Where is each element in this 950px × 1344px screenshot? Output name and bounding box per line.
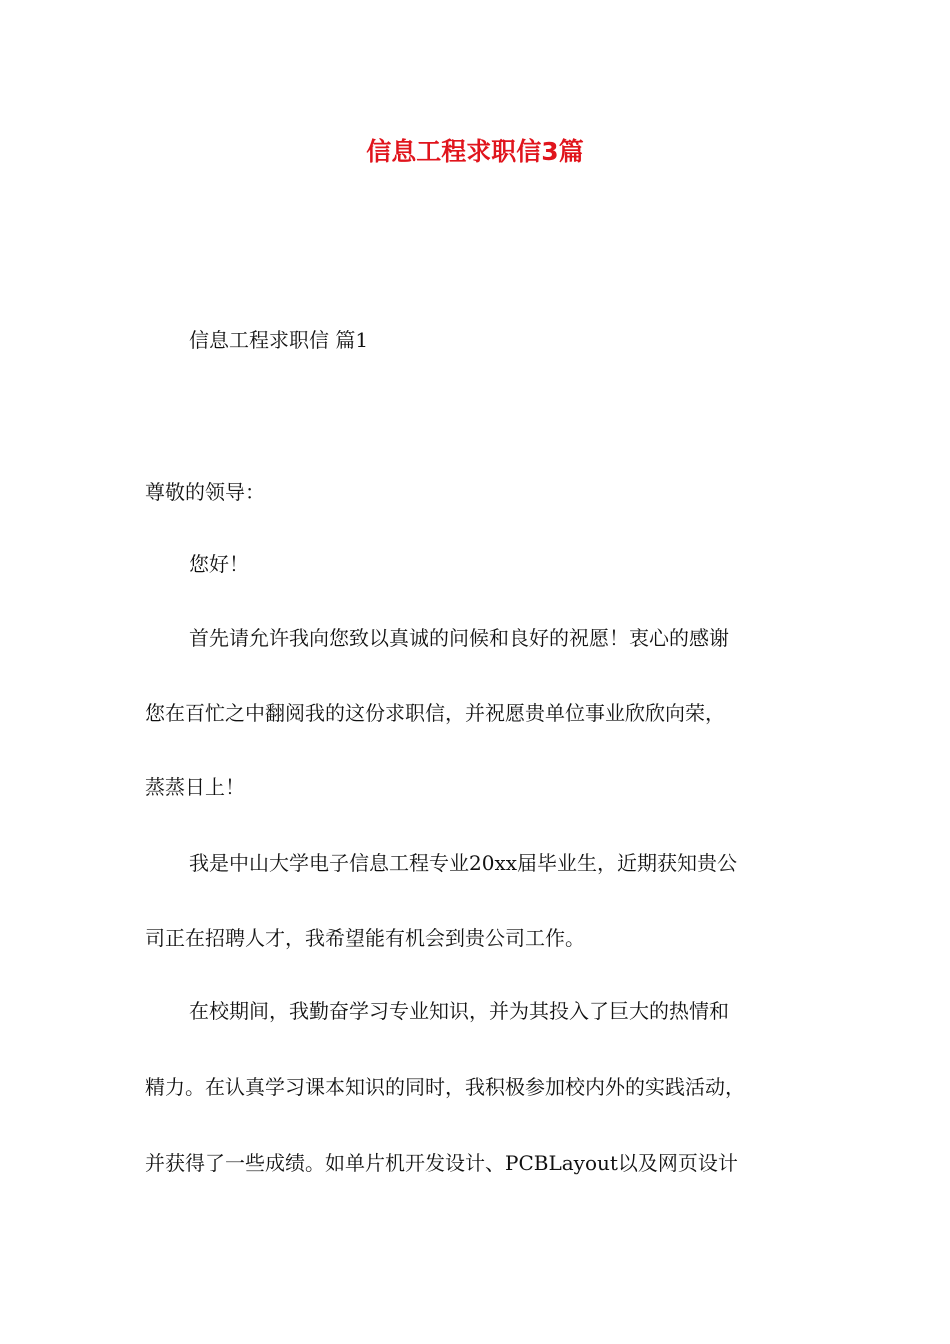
section-heading: 信息工程求职信 篇1 [189, 328, 369, 352]
document-title: 信息工程求职信3篇 [366, 137, 584, 166]
paragraph-line: 在校期间，我勤奋学习专业知识，并为其投入了巨大的热情和 [189, 999, 729, 1023]
paragraph-line: 蒸蒸日上！ [145, 775, 245, 799]
salutation: 尊敬的领导： [145, 480, 265, 504]
paragraph-line: 首先请允许我向您致以真诚的问候和良好的祝愿！衷心的感谢 [189, 626, 729, 650]
greeting: 您好！ [189, 552, 249, 576]
paragraph-line: 我是中山大学电子信息工程专业20xx届毕业生，近期获知贵公 [189, 851, 738, 875]
paragraph-line: 精力。在认真学习课本知识的同时，我积极参加校内外的实践活动， [145, 1075, 745, 1099]
paragraph-line: 司正在招聘人才，我希望能有机会到贵公司工作。 [145, 926, 585, 950]
paragraph-line: 您在百忙之中翻阅我的这份求职信，并祝愿贵单位事业欣欣向荣， [145, 701, 725, 725]
paragraph-line: 并获得了一些成绩。如单片机开发设计、PCBLayout以及网页设计 [145, 1151, 738, 1175]
